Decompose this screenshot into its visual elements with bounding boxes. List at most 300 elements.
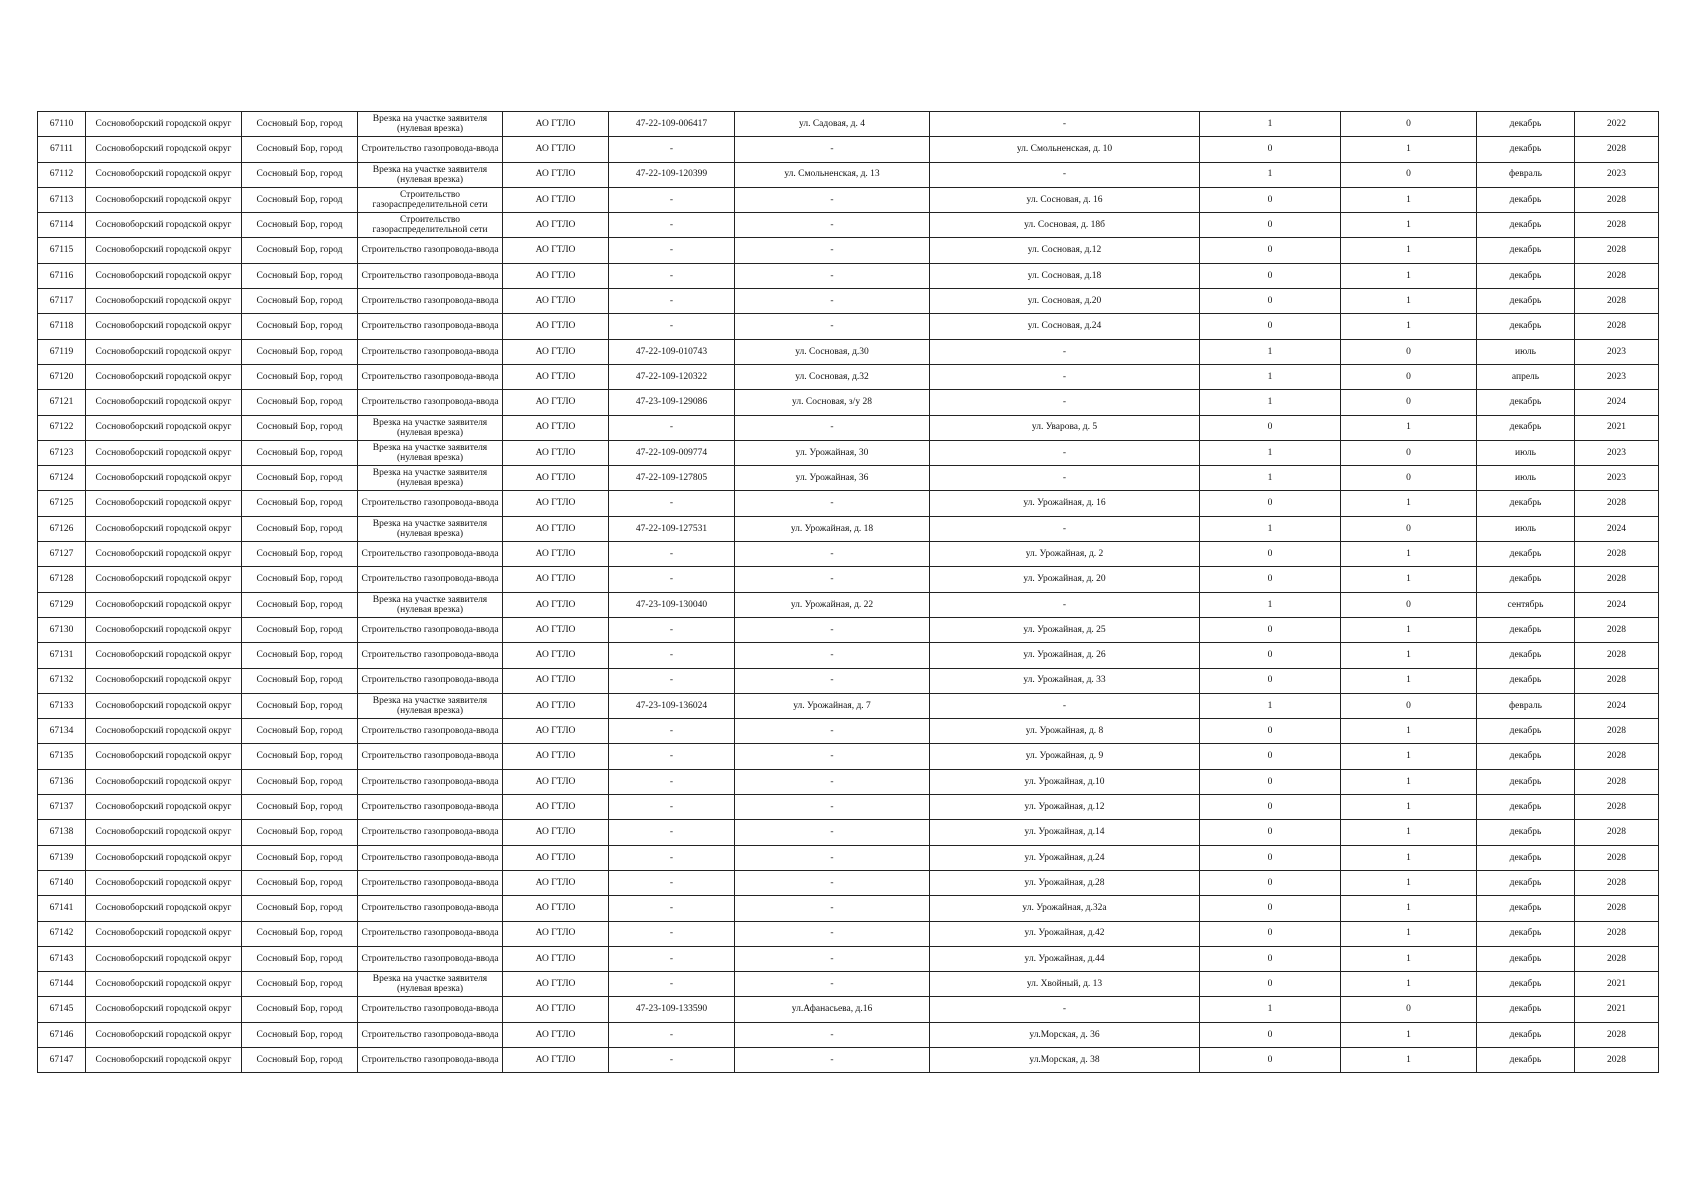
address-planned-cell: - (930, 516, 1200, 541)
month-cell: февраль (1477, 162, 1575, 187)
address-planned-cell: ул. Урожайная, д. 9 (930, 744, 1200, 769)
year-cell: 2028 (1575, 187, 1659, 212)
organization-cell: АО ГТЛО (503, 440, 609, 465)
count-connected-cell: 0 (1200, 668, 1341, 693)
organization-cell: АО ГТЛО (503, 263, 609, 288)
locality-cell: Сосновый Бор, город (242, 567, 358, 592)
month-cell: декабрь (1477, 668, 1575, 693)
row-id-cell: 67111 (38, 137, 86, 162)
month-cell: декабрь (1477, 289, 1575, 314)
organization-cell: АО ГТЛО (503, 1047, 609, 1072)
work-type-cell: Строительство газопровода-ввода (358, 643, 503, 668)
locality-cell: Сосновый Бор, город (242, 592, 358, 617)
count-planned-cell: 1 (1341, 213, 1477, 238)
count-connected-cell: 0 (1200, 643, 1341, 668)
row-id-cell: 67134 (38, 719, 86, 744)
year-cell: 2028 (1575, 617, 1659, 642)
organization-cell: АО ГТЛО (503, 997, 609, 1022)
cadastral-number-cell: - (609, 1022, 735, 1047)
row-id-cell: 67146 (38, 1022, 86, 1047)
address-planned-cell: ул. Урожайная, д.14 (930, 820, 1200, 845)
organization-cell: АО ГТЛО (503, 668, 609, 693)
locality-cell: Сосновый Бор, город (242, 719, 358, 744)
row-id-cell: 67121 (38, 390, 86, 415)
address-planned-cell: ул. Сосновая, д. 16 (930, 187, 1200, 212)
work-type-cell: Строительство газораспределительной сети (358, 187, 503, 212)
work-type-cell: Строительство газопровода-ввода (358, 744, 503, 769)
month-cell: декабрь (1477, 972, 1575, 997)
address-planned-cell: - (930, 112, 1200, 137)
address-cell: - (735, 795, 930, 820)
work-type-cell: Строительство газопровода-ввода (358, 263, 503, 288)
month-cell: декабрь (1477, 314, 1575, 339)
row-id-cell: 67129 (38, 592, 86, 617)
row-id-cell: 67142 (38, 921, 86, 946)
month-cell: декабрь (1477, 997, 1575, 1022)
locality-cell: Сосновый Бор, город (242, 187, 358, 212)
organization-cell: АО ГТЛО (503, 946, 609, 971)
organization-cell: АО ГТЛО (503, 921, 609, 946)
row-id-cell: 67143 (38, 946, 86, 971)
month-cell: декабрь (1477, 617, 1575, 642)
count-connected-cell: 0 (1200, 795, 1341, 820)
row-id-cell: 67125 (38, 491, 86, 516)
address-planned-cell: ул. Урожайная, д. 33 (930, 668, 1200, 693)
locality-cell: Сосновый Бор, город (242, 972, 358, 997)
address-planned-cell: - (930, 339, 1200, 364)
locality-cell: Сосновый Бор, город (242, 491, 358, 516)
row-id-cell: 67138 (38, 820, 86, 845)
count-planned-cell: 1 (1341, 567, 1477, 592)
table-row (38, 617, 1659, 642)
cadastral-number-cell: - (609, 921, 735, 946)
address-cell: - (735, 238, 930, 263)
count-planned-cell: 1 (1341, 744, 1477, 769)
year-cell: 2024 (1575, 390, 1659, 415)
count-connected-cell: 1 (1200, 364, 1341, 389)
table-row (38, 1047, 1659, 1072)
address-cell: ул. Садовая, д. 4 (735, 112, 930, 137)
count-planned-cell: 0 (1341, 466, 1477, 491)
month-cell: декабрь (1477, 719, 1575, 744)
count-planned-cell: 0 (1341, 112, 1477, 137)
count-planned-cell: 1 (1341, 314, 1477, 339)
table-row (38, 946, 1659, 971)
month-cell: декабрь (1477, 870, 1575, 895)
district-cell: Сосновоборский городской округ (86, 795, 242, 820)
month-cell: декабрь (1477, 845, 1575, 870)
row-id-cell: 67127 (38, 542, 86, 567)
organization-cell: АО ГТЛО (503, 162, 609, 187)
table-row (38, 440, 1659, 465)
cadastral-number-cell: - (609, 137, 735, 162)
cadastral-number-cell: - (609, 238, 735, 263)
district-cell: Сосновоборский городской округ (86, 516, 242, 541)
year-cell: 2028 (1575, 870, 1659, 895)
work-type-cell: Строительство газопровода-ввода (358, 1022, 503, 1047)
work-type-cell: Строительство газопровода-ввода (358, 921, 503, 946)
table-row (38, 213, 1659, 238)
year-cell: 2028 (1575, 542, 1659, 567)
locality-cell: Сосновый Бор, город (242, 1047, 358, 1072)
address-planned-cell: ул. Сосновая, д. 18б (930, 213, 1200, 238)
address-cell: ул.Афанасьева, д.16 (735, 997, 930, 1022)
month-cell: декабрь (1477, 744, 1575, 769)
table-row (38, 542, 1659, 567)
count-connected-cell: 0 (1200, 213, 1341, 238)
address-cell: - (735, 744, 930, 769)
table-row (38, 112, 1659, 137)
address-planned-cell: ул. Сосновая, д.18 (930, 263, 1200, 288)
address-planned-cell: ул. Хвойный, д. 13 (930, 972, 1200, 997)
work-type-cell: Врезка на участке заявителя (нулевая врезка) (358, 516, 503, 541)
table-row (38, 567, 1659, 592)
district-cell: Сосновоборский городской округ (86, 364, 242, 389)
year-cell: 2028 (1575, 921, 1659, 946)
cadastral-number-cell: 47-22-109-127805 (609, 466, 735, 491)
count-connected-cell: 0 (1200, 719, 1341, 744)
locality-cell: Сосновый Бор, город (242, 364, 358, 389)
address-planned-cell: - (930, 693, 1200, 718)
month-cell: декабрь (1477, 112, 1575, 137)
count-connected-cell: 1 (1200, 162, 1341, 187)
address-planned-cell: ул. Урожайная, д. 26 (930, 643, 1200, 668)
count-planned-cell: 1 (1341, 643, 1477, 668)
work-type-cell: Строительство газопровода-ввода (358, 364, 503, 389)
cadastral-number-cell: - (609, 542, 735, 567)
count-connected-cell: 0 (1200, 870, 1341, 895)
organization-cell: АО ГТЛО (503, 795, 609, 820)
count-planned-cell: 1 (1341, 137, 1477, 162)
table-row (38, 339, 1659, 364)
cadastral-number-cell: 47-22-109-010743 (609, 339, 735, 364)
locality-cell: Сосновый Бор, город (242, 896, 358, 921)
month-cell: декабрь (1477, 795, 1575, 820)
organization-cell: АО ГТЛО (503, 693, 609, 718)
cadastral-number-cell: - (609, 187, 735, 212)
locality-cell: Сосновый Бор, город (242, 643, 358, 668)
address-cell: - (735, 137, 930, 162)
month-cell: июль (1477, 516, 1575, 541)
count-connected-cell: 1 (1200, 592, 1341, 617)
table-row (38, 491, 1659, 516)
count-planned-cell: 1 (1341, 820, 1477, 845)
district-cell: Сосновоборский городской округ (86, 921, 242, 946)
row-id-cell: 67123 (38, 440, 86, 465)
table-row (38, 668, 1659, 693)
work-type-cell: Строительство газопровода-ввода (358, 137, 503, 162)
locality-cell: Сосновый Бор, город (242, 466, 358, 491)
address-cell: - (735, 617, 930, 642)
count-planned-cell: 1 (1341, 187, 1477, 212)
cadastral-number-cell: - (609, 870, 735, 895)
locality-cell: Сосновый Бор, город (242, 213, 358, 238)
organization-cell: АО ГТЛО (503, 1022, 609, 1047)
address-planned-cell: ул. Урожайная, д. 8 (930, 719, 1200, 744)
table-row (38, 997, 1659, 1022)
row-id-cell: 67147 (38, 1047, 86, 1072)
organization-cell: АО ГТЛО (503, 592, 609, 617)
locality-cell: Сосновый Бор, город (242, 238, 358, 263)
count-connected-cell: 1 (1200, 112, 1341, 137)
gasification-table (37, 111, 1659, 1073)
district-cell: Сосновоборский городской округ (86, 390, 242, 415)
organization-cell: АО ГТЛО (503, 112, 609, 137)
district-cell: Сосновоборский городской округ (86, 339, 242, 364)
district-cell: Сосновоборский городской округ (86, 440, 242, 465)
district-cell: Сосновоборский городской округ (86, 415, 242, 440)
locality-cell: Сосновый Бор, город (242, 112, 358, 137)
month-cell: декабрь (1477, 1047, 1575, 1072)
district-cell: Сосновоборский городской округ (86, 542, 242, 567)
address-planned-cell: ул. Урожайная, д.10 (930, 769, 1200, 794)
locality-cell: Сосновый Бор, город (242, 870, 358, 895)
count-connected-cell: 0 (1200, 263, 1341, 288)
work-type-cell: Строительство газопровода-ввода (358, 820, 503, 845)
address-planned-cell: ул. Уварова, д. 5 (930, 415, 1200, 440)
district-cell: Сосновоборский городской округ (86, 187, 242, 212)
address-cell: ул. Урожайная, д. 7 (735, 693, 930, 718)
organization-cell: АО ГТЛО (503, 845, 609, 870)
locality-cell: Сосновый Бор, город (242, 137, 358, 162)
district-cell: Сосновоборский городской округ (86, 1022, 242, 1047)
cadastral-number-cell: 47-23-109-133590 (609, 997, 735, 1022)
district-cell: Сосновоборский городской округ (86, 238, 242, 263)
count-planned-cell: 1 (1341, 795, 1477, 820)
organization-cell: АО ГТЛО (503, 187, 609, 212)
address-cell: - (735, 1022, 930, 1047)
row-id-cell: 67117 (38, 289, 86, 314)
district-cell: Сосновоборский городской округ (86, 896, 242, 921)
address-cell: - (735, 719, 930, 744)
address-planned-cell: ул. Урожайная, д. 16 (930, 491, 1200, 516)
address-cell: - (735, 870, 930, 895)
district-cell: Сосновоборский городской округ (86, 1047, 242, 1072)
table-row (38, 921, 1659, 946)
district-cell: Сосновоборский городской округ (86, 491, 242, 516)
district-cell: Сосновоборский городской округ (86, 263, 242, 288)
address-planned-cell: ул. Урожайная, д.28 (930, 870, 1200, 895)
count-connected-cell: 0 (1200, 491, 1341, 516)
address-cell: ул. Смольненская, д. 13 (735, 162, 930, 187)
row-id-cell: 67130 (38, 617, 86, 642)
work-type-cell: Врезка на участке заявителя (нулевая врезка) (358, 592, 503, 617)
address-cell: - (735, 972, 930, 997)
cadastral-number-cell: 47-22-109-009774 (609, 440, 735, 465)
count-connected-cell: 1 (1200, 693, 1341, 718)
count-connected-cell: 0 (1200, 187, 1341, 212)
district-cell: Сосновоборский городской округ (86, 112, 242, 137)
year-cell: 2028 (1575, 213, 1659, 238)
count-connected-cell: 0 (1200, 946, 1341, 971)
locality-cell: Сосновый Бор, город (242, 795, 358, 820)
organization-cell: АО ГТЛО (503, 769, 609, 794)
organization-cell: АО ГТЛО (503, 364, 609, 389)
cadastral-number-cell: - (609, 946, 735, 971)
locality-cell: Сосновый Бор, город (242, 415, 358, 440)
organization-cell: АО ГТЛО (503, 643, 609, 668)
address-cell: - (735, 845, 930, 870)
table-row (38, 364, 1659, 389)
count-planned-cell: 1 (1341, 972, 1477, 997)
district-cell: Сосновоборский городской округ (86, 845, 242, 870)
organization-cell: АО ГТЛО (503, 238, 609, 263)
year-cell: 2021 (1575, 997, 1659, 1022)
row-id-cell: 67112 (38, 162, 86, 187)
locality-cell: Сосновый Бор, город (242, 997, 358, 1022)
count-planned-cell: 0 (1341, 162, 1477, 187)
work-type-cell: Строительство газопровода-ввода (358, 719, 503, 744)
year-cell: 2028 (1575, 567, 1659, 592)
count-connected-cell: 0 (1200, 567, 1341, 592)
locality-cell: Сосновый Бор, город (242, 542, 358, 567)
work-type-cell: Строительство газораспределительной сети (358, 213, 503, 238)
count-connected-cell: 1 (1200, 390, 1341, 415)
table-row (38, 719, 1659, 744)
district-cell: Сосновоборский городской округ (86, 592, 242, 617)
locality-cell: Сосновый Бор, город (242, 769, 358, 794)
count-planned-cell: 1 (1341, 617, 1477, 642)
year-cell: 2024 (1575, 592, 1659, 617)
count-connected-cell: 0 (1200, 921, 1341, 946)
month-cell: декабрь (1477, 390, 1575, 415)
table-row (38, 415, 1659, 440)
month-cell: декабрь (1477, 491, 1575, 516)
row-id-cell: 67113 (38, 187, 86, 212)
count-connected-cell: 0 (1200, 617, 1341, 642)
year-cell: 2021 (1575, 415, 1659, 440)
address-cell: - (735, 289, 930, 314)
count-planned-cell: 1 (1341, 415, 1477, 440)
cadastral-number-cell: 47-22-109-120399 (609, 162, 735, 187)
work-type-cell: Строительство газопровода-ввода (358, 946, 503, 971)
count-connected-cell: 0 (1200, 289, 1341, 314)
table-row (38, 516, 1659, 541)
district-cell: Сосновоборский городской округ (86, 668, 242, 693)
address-planned-cell: - (930, 592, 1200, 617)
table-row (38, 289, 1659, 314)
cadastral-number-cell: - (609, 567, 735, 592)
table-row (38, 187, 1659, 212)
row-id-cell: 67136 (38, 769, 86, 794)
table-row (38, 693, 1659, 718)
address-cell: ул. Урожайная, 36 (735, 466, 930, 491)
district-cell: Сосновоборский городской округ (86, 820, 242, 845)
year-cell: 2028 (1575, 263, 1659, 288)
month-cell: декабрь (1477, 921, 1575, 946)
count-planned-cell: 1 (1341, 263, 1477, 288)
work-type-cell: Строительство газопровода-ввода (358, 769, 503, 794)
organization-cell: АО ГТЛО (503, 972, 609, 997)
organization-cell: АО ГТЛО (503, 617, 609, 642)
locality-cell: Сосновый Бор, город (242, 162, 358, 187)
district-cell: Сосновоборский городской округ (86, 693, 242, 718)
address-planned-cell: ул. Смольненская, д. 10 (930, 137, 1200, 162)
row-id-cell: 67116 (38, 263, 86, 288)
address-cell: - (735, 820, 930, 845)
year-cell: 2028 (1575, 238, 1659, 263)
district-cell: Сосновоборский городской округ (86, 314, 242, 339)
work-type-cell: Строительство газопровода-ввода (358, 491, 503, 516)
address-cell: - (735, 1047, 930, 1072)
district-cell: Сосновоборский городской округ (86, 719, 242, 744)
work-type-cell: Строительство газопровода-ввода (358, 617, 503, 642)
address-planned-cell: ул.Морская, д. 38 (930, 1047, 1200, 1072)
cadastral-number-cell: 47-22-109-006417 (609, 112, 735, 137)
year-cell: 2023 (1575, 364, 1659, 389)
organization-cell: АО ГТЛО (503, 820, 609, 845)
locality-cell: Сосновый Бор, город (242, 314, 358, 339)
count-planned-cell: 1 (1341, 238, 1477, 263)
year-cell: 2024 (1575, 693, 1659, 718)
count-planned-cell: 1 (1341, 946, 1477, 971)
year-cell: 2028 (1575, 769, 1659, 794)
month-cell: июль (1477, 466, 1575, 491)
organization-cell: АО ГТЛО (503, 542, 609, 567)
work-type-cell: Врезка на участке заявителя (нулевая врезка) (358, 112, 503, 137)
table-row (38, 137, 1659, 162)
count-connected-cell: 0 (1200, 137, 1341, 162)
month-cell: апрель (1477, 364, 1575, 389)
address-planned-cell: ул. Урожайная, д. 2 (930, 542, 1200, 567)
cadastral-number-cell: - (609, 263, 735, 288)
cadastral-number-cell: 47-23-109-129086 (609, 390, 735, 415)
cadastral-number-cell: - (609, 719, 735, 744)
row-id-cell: 67140 (38, 870, 86, 895)
table-row (38, 592, 1659, 617)
count-planned-cell: 1 (1341, 921, 1477, 946)
organization-cell: АО ГТЛО (503, 213, 609, 238)
count-planned-cell: 1 (1341, 870, 1477, 895)
organization-cell: АО ГТЛО (503, 415, 609, 440)
address-cell: - (735, 213, 930, 238)
month-cell: декабрь (1477, 415, 1575, 440)
address-cell: - (735, 542, 930, 567)
address-cell: - (735, 643, 930, 668)
count-planned-cell: 0 (1341, 339, 1477, 364)
row-id-cell: 67135 (38, 744, 86, 769)
year-cell: 2028 (1575, 314, 1659, 339)
year-cell: 2028 (1575, 896, 1659, 921)
address-cell: ул. Сосновая, д.32 (735, 364, 930, 389)
cadastral-number-cell: - (609, 289, 735, 314)
work-type-cell: Строительство газопровода-ввода (358, 542, 503, 567)
row-id-cell: 67144 (38, 972, 86, 997)
table-row (38, 162, 1659, 187)
cadastral-number-cell: 47-22-109-120322 (609, 364, 735, 389)
work-type-cell: Строительство газопровода-ввода (358, 668, 503, 693)
address-planned-cell: - (930, 466, 1200, 491)
month-cell: июль (1477, 440, 1575, 465)
count-connected-cell: 0 (1200, 415, 1341, 440)
year-cell: 2023 (1575, 440, 1659, 465)
month-cell: декабрь (1477, 238, 1575, 263)
month-cell: декабрь (1477, 263, 1575, 288)
cadastral-number-cell: - (609, 972, 735, 997)
year-cell: 2028 (1575, 1047, 1659, 1072)
cadastral-number-cell: - (609, 845, 735, 870)
district-cell: Сосновоборский городской округ (86, 289, 242, 314)
cadastral-number-cell: 47-23-109-130040 (609, 592, 735, 617)
count-planned-cell: 0 (1341, 592, 1477, 617)
work-type-cell: Строительство газопровода-ввода (358, 845, 503, 870)
year-cell: 2028 (1575, 719, 1659, 744)
work-type-cell: Строительство газопровода-ввода (358, 896, 503, 921)
locality-cell: Сосновый Бор, город (242, 921, 358, 946)
address-planned-cell: ул. Урожайная, д.24 (930, 845, 1200, 870)
table-row (38, 769, 1659, 794)
count-planned-cell: 1 (1341, 542, 1477, 567)
